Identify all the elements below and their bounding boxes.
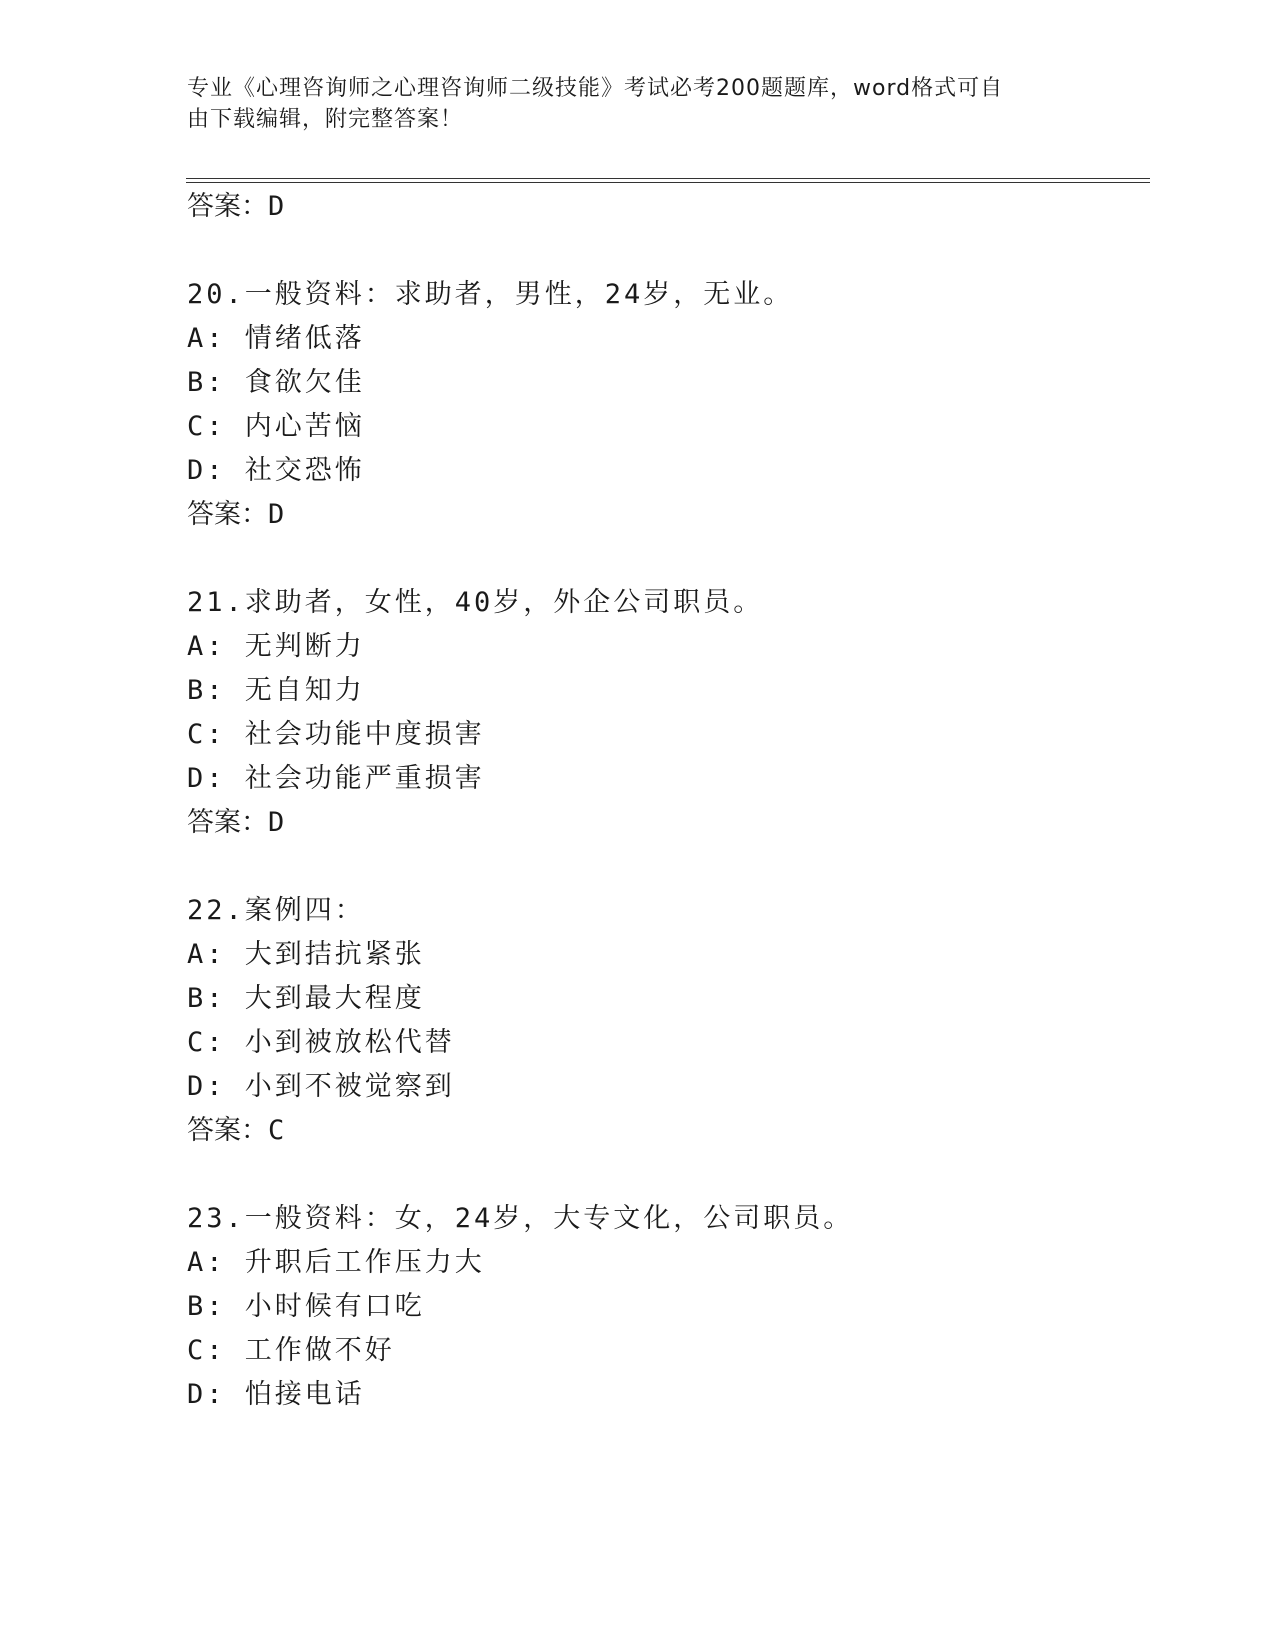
option-a: A: 大到拮抗紧张 <box>187 939 425 970</box>
option-b: B: 大到最大程度 <box>187 983 425 1014</box>
option-c: C: 社会功能中度损害 <box>187 719 485 750</box>
option-d: D: 怕接电话 <box>187 1379 365 1410</box>
answer-value: C <box>268 1115 285 1146</box>
question-stem: 23.一般资料：女，24岁，大专文化，公司职员。 <box>187 1203 854 1234</box>
option-b: B: 小时候有口吃 <box>187 1291 425 1322</box>
answer-label: 答案： <box>187 499 268 530</box>
question-stem: 21.求助者，女性，40岁，外企公司职员。 <box>187 587 764 618</box>
option-d: D: 小到不被觉察到 <box>187 1071 455 1102</box>
option-c: C: 工作做不好 <box>187 1335 395 1366</box>
option-b: B: 食欲欠佳 <box>187 367 365 398</box>
option-d: D: 社交恐怖 <box>187 455 365 486</box>
option-c: C: 小到被放松代替 <box>187 1027 455 1058</box>
answer-label: 答案： <box>187 1115 268 1146</box>
option-a: A: 升职后工作压力大 <box>187 1247 485 1278</box>
document-header <box>187 73 1067 135</box>
option-a: A: 情绪低落 <box>187 323 365 354</box>
question-stem: 20.一般资料：求助者，男性，24岁，无业。 <box>187 279 794 310</box>
answer-label: 答案： <box>187 807 268 838</box>
answer-label: 答案： <box>187 191 268 222</box>
option-d: D: 社会功能严重损害 <box>187 763 485 794</box>
answer-line <box>187 492 284 531</box>
option-c: C: 内心苦恼 <box>187 411 365 442</box>
answer-line <box>187 1108 284 1147</box>
header-divider <box>186 178 1150 183</box>
answer-value: D <box>268 191 285 222</box>
question-stem: 22.案例四： <box>187 895 365 926</box>
answer-line <box>187 184 284 223</box>
header-line-2: 由下载编辑，附完整答案！ <box>187 107 464 132</box>
option-a: A: 无判断力 <box>187 631 365 662</box>
answer-value: D <box>268 499 285 530</box>
answer-line <box>187 800 284 839</box>
header-line-1: 专业《心理咨询师之心理咨询师二级技能》考试必考200题题库，word格式可自 <box>187 76 1004 101</box>
answer-value: D <box>268 807 285 838</box>
option-b: B: 无自知力 <box>187 675 365 706</box>
